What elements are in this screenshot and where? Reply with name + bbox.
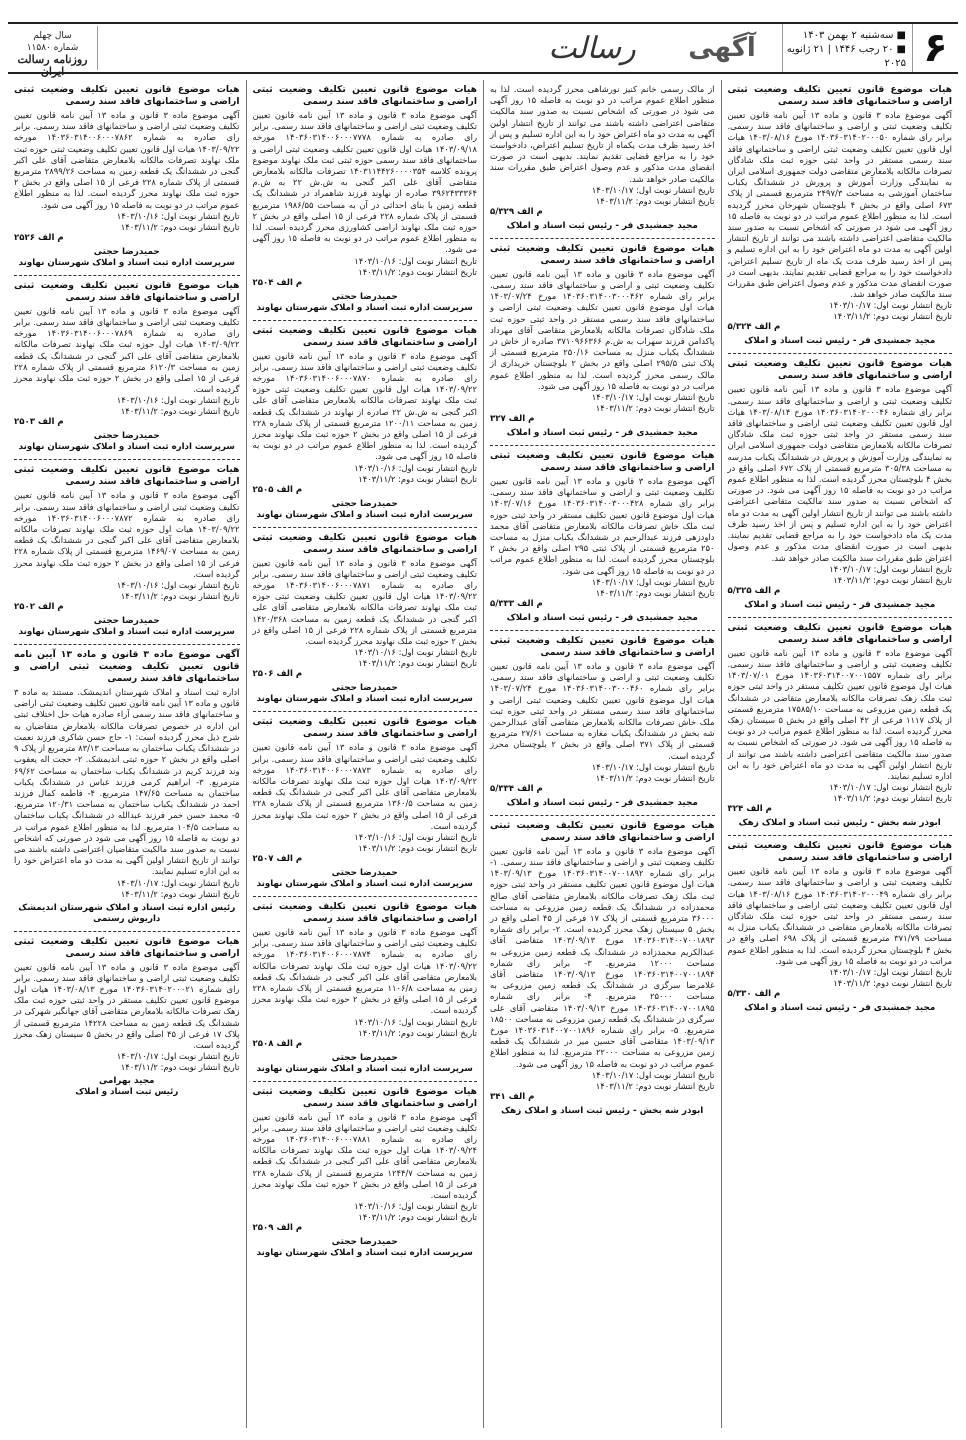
legal-notice [728,617,953,835]
bullet-icon: ■ [896,30,906,41]
notice-body: آگهی موضوع ماده ۳ قانون و ماده ۱۳ آیین نامه قانون تعیین تکلیف وضعیت ثبتی اراضی و ساختمانهای فاقد سند رسمی. برابر رای صادره به شماره ۱۴۰۳۶۰۳۱۴۰۰۶۰۰۰۷۸۷۳ مورخه ۱۴۰۳/۰۹/۲۲ هیات اول حوزه ثبت ملک نهاوند تصرفات مالکانه بلامعارض متقاضی آقای علی اکبر گنجی در ششدانگ یک قطعه زمین به مساحت ۱۳۶۰/۵ مترمربع قسمتی از پلاک شماره ۲۲۸ فرعی از ۱۵ اصلی واقع در بخش ۲ حوزه ثبت ملک نهاوند محرز گردیده است. [252,742,478,831]
legal-notice [490,815,715,1123]
first-publication-date: تاریخ انتشار نوبت اول: ۱۴۰۳/۱۰/۱۶ [354,1016,477,1027]
notice-reference: م الف ۲۵۰۲ [14,602,64,613]
first-publication-date: تاریخ انتشار نوبت اول: ۱۴۰۳/۱۰/۱۷ [829,300,952,311]
second-publication-date: تاریخ انتشار نوبت دوم: ۱۴۰۳/۱۱/۲ [120,1062,240,1073]
notice-reference: م الف ۵/۳۳۰ [727,988,781,999]
first-publication-date: تاریخ انتشار نوبت اول: ۱۴۰۳/۱۰/۱۶ [354,831,477,842]
notice-reference: م الف ۲۵۰۳ [14,417,64,428]
notice-title: هیات موضوع قانون تعیین تکلیف وضعیت ثبتی اراضی و ساختمانهای فاقد سند رسمی [252,716,477,740]
second-publication-date: تاریخ انتشار نوبت دوم: ۱۴۰۳/۱۱/۲ [358,1212,477,1223]
date-line-persian: ■سه‌شنبه ۲ بهمن ۱۴۰۳ [802,30,906,41]
first-publication-date: تاریخ انتشار نوبت اول: ۱۴۰۳/۱۰/۱۷ [591,761,715,772]
date-line-hijri-gregorian: ■۲۰ رجب ۱۴۴۶ | ۲۱ ژانویه ۲۰۲۵ [786,44,906,69]
second-publication-date: تاریخ انتشار نوبت دوم: ۱۴۰۳/۱۱/۲ [358,266,477,277]
signer-name: مجید جمشیدی فر - رئیس ثبت اسناد و املاک [506,220,698,231]
first-publication-date: تاریخ انتشار نوبت اول: ۱۴۰۳/۱۰/۱۷ [829,782,952,793]
signer-name: حمیدرضا حجتی [331,498,398,509]
notice-column [483,80,721,1428]
notice-title: هیات موضوع قانون تعیین تکلیف وضعیت ثبتی اراضی و ساختمانهای فاقد سند رسمی [727,840,952,864]
notice-reference: م الف ۳۴۱ [490,1091,535,1102]
second-publication-date: تاریخ انتشار نوبت دوم: ۱۴۰۳/۱۱/۲ [595,587,715,598]
notice-title: هیات موضوع قانون تعیین تکلیف وضعیت ثبتی اراضی و ساختمانهای فاقد سند رسمی [252,531,477,555]
signer-title: سرپرست اداره ثبت اسناد و املاک شهرستان نهاوند [18,627,235,638]
signer-name: مجید جمشیدی فر - رئیس ثبت اسناد و املاک [506,797,698,808]
signer-title: سرپرست اداره ثبت اسناد و املاک شهرستان نهاوند [18,257,235,268]
notice-title: هیات موضوع قانون تعیین تکلیف وضعیت ثبتی اراضی و ساختمانهای فاقد سند رسمی [727,84,952,107]
notice-body: آگهی موضوع ماده ۳ قانون و ماده ۱۳ آیین نامه قانون تعیین تکلیف وضعیت ثبتی و اراضی و ساختمانهای فاقد سند رسمی. برابر رای شماره ۱۴۰۳۶۰۳۱۴۰۲۰۰۰۴۶ مورخ ۱۴۰۳/۰۸/۱۴ هیات اول قانون تعیین تکلیف وضعیت ثبتی اراضی و ساختمانهای فاقد سند رسمی مستقر در واحد ثبتی حوزه ثبت ملک شادگان تصرفات مالکانه بلامعارض متقاضی دولت جمهوری اسلامی ایران به نمایندگی وزارت آموزش و پرورش در ششدانگ یکباب مدرسه به مساحت ۳۰۵/۳۸ مترمربع قسمتی از پلاک ۶۷۲ اصلی واقع در بخش ۴ بلوچستان محرز گردیده است. لذا به منظور اطلاع عموم مراتب در دو نوبت به فاصله ۱۵ روز آگهی می شود. در صورتی که اشخاص نسبت به صدور سند مالکیت متقاضی اعتراضی داشته باشند می توانند از تاریخ انتشار اولین آگهی به مدت دو ماه اعتراض خود را به این اداره تسلیم و پس از اخذ رسید ظرف مدت یک ماه دادخواست خود را به مراجع قضایی تقدیم نمایند. بدیهی است در صورت انقضای مدت مذکور و عدم وصول اعتراض طبق مقررات سند مالکیت صادر خواهد شد. [727,384,953,563]
signer-name: مجید جمشیدی فر - رئیس ثبت اسناد و املاک [744,336,936,347]
notice-body: آگهی موضوع ماده ۳ قانون و ماده ۱۳ آیین نامه قانون تعیین تکلیف وضعیت ثبتی و اراضی و ساختمانهای فاقد سند رسمی. برابر رای شماره ۱۴۰۳۶۰۳۱۴۰۰۳۰۰۰۴۶۰ مورخ ۱۴۰۳/۰۷/۲۴ هیات اول موضوع قانون تعیین تکلیف وضعیت ثبتی اراضی و ساختمانهای فاقد سند رسمی مستقر در واحد ثبتی حوزه ثبت ملک خاش تصرفات مالکانه بلامعارض متقاضی آقای عبدالرحمن شه بخش در ششدانگ یکباب مغازه به مساحت ۲۷/۶۱ مترمربع قسمتی از پلاک ۳۷۱ اصلی واقع در بخش ۲ بلوچستان محرز گردیده است. [490,660,715,761]
notice-body: آگهی موضوع ماده ۳ قانون و ماده ۱۳ آیین نامه قانون تعیین تکلیف وضعیت ثبتی اراضی و ساختمانهای فاقد سند رسمی. برابر رای صادره به شماره ۱۴۰۳۶۰۳۱۴۰۰۶۰۰۰۷۸۸۱ مورخه ۱۴۰۳/۰۹/۲۴ هیات اول حوزه ثبت ملک نهاوند تصرفات مالکانه بلامعارض متقاضی آقای علی اکبر گنجی در ششدانگ یک قطعه زمین به مساحت ۱۲۴۴/۷ مترمربع قسمتی از پلاک شماره ۲۲۸ فرعی از ۱۵ اصلی واقع در بخش ۲ حوزه ثبت ملک نهاوند محرز گردیده است. [252,1111,478,1200]
notice-title: هیات موضوع قانون تعیین تکلیف وضعیت ثبتی اراضی و ساختمانهای فاقد سند رسمی [490,634,715,658]
notice-body: آگهی موضوع ماده ۳ قانون و ماده ۱۳ آیین نامه قانون تعیین تکلیف وضعیت ثبتی اراضی و ساختمانهای فاقد سند رسمی. برابر رای صادره به شماره ۱۴۰۳۶۰۳۱۴۰۰۶۰۰۰۷۸۷۲ مورخه ۱۴۰۳/۰۹/۲۲ هیات اول حوزه ثبت ملک نهاوند تصرفات مالکانه بلامعارض متقاضی آقای علی اکبر گنجی در ششدانگ یک قطعه زمین به مساحت ۱۴۶۹/۰۷ مترمربع قسمتی از پلاک شماره ۲۲۸ فرعی از ۱۵ اصلی واقع در بخش ۲ حوزه ثبت ملک نهاوند محرز گردیده است. [14,490,240,579]
notice-body: آگهی موضوع ماده ۳ قانون و ماده ۱۳ آیین نامه قانون تعیین تکلیف وضعیت ثبتی و اراضی و ساختمانهای فاقد سند رسمی. برابر رای شماره ۱۴۰۳۶۰۳۱۴۰۰۳۰۰۰۴۶۲ مورخ ۱۴۰۳/۰۷/۲۴ هیات اول موضوع قانون تعیین تکلیف وضعیت ثبتی اراضی و ساختمانهای فاقد سند رسمی مستقر در واحد ثبتی حوزه ثبت ملک شادگان تصرفات مالکانه بلامعارض متقاضی آقای مهرداد پاکدامن فرزند سهراب به ش.م ۳۷۱۰۹۶۶۳۶۶ صادره از خاش در ششدانگ یکباب منزل به مساحت ۲۵۰/۱۶ مترمربع قسمتی از پلاک ثبتی ۲۹۵/۵ اصلی واقع در بخش ۲ بلوچستان خریداری از مالک رسمی محرز گردیده است. لذا به منظور اطلاع عموم مراتب در دو نوبت به فاصله ۱۵ روز آگهی می شود. [490,268,715,391]
legal-notice [14,931,240,1105]
signer-title: سرپرست اداره ثبت اسناد و املاک شهرستان نهاوند [18,442,235,453]
date-block [782,24,912,72]
second-publication-date: تاریخ انتشار نوبت دوم: ۱۴۰۳/۱۱/۲ [595,1080,715,1091]
legal-notice [490,630,715,815]
signer-name: مجید جمشیدی فر - رئیس ثبت اسناد و املاک [506,428,698,439]
first-publication-date: تاریخ انتشار نوبت اول: ۱۴۰۳/۱۰/۱۷ [829,966,952,977]
signer-name: مجید جمشیدی فر - رئیس ثبت اسناد و املاک [744,599,936,610]
first-publication-date: تاریخ انتشار نوبت اول: ۱۴۰۳/۱۰/۱۶ [354,462,477,473]
notice-reference: م الف ۲۵۰۶ [252,669,303,680]
notice-reference: م الف ۲۵۰۵ [252,484,303,495]
legal-notice [14,275,240,460]
second-publication-date: تاریخ انتشار نوبت دوم: ۱۴۰۳/۱۱/۲ [595,195,715,206]
notice-title: هیات موضوع قانون تعیین تکلیف وضعیت ثبتی اراضی و ساختمانهای فاقد سند رسمی [14,84,240,107]
legal-notice [253,711,478,896]
notice-reference: م الف ۵/۳۲۵ [727,585,781,596]
first-publication-date: تاریخ انتشار نوبت اول: ۱۴۰۳/۱۰/۱۷ [116,877,240,888]
legal-notice [253,1081,478,1266]
notice-title: هیات موضوع قانون تعیین تکلیف وضعیت ثبتی اراضی و ساختمانهای فاقد سند رسمی [727,621,952,645]
notice-title: هیات موضوع قانون تعیین تکلیف وضعیت ثبتی اراضی و ساختمانهای فاقد سند رسمی [14,279,240,303]
first-publication-date: تاریخ انتشار نوبت اول: ۱۴۰۳/۱۰/۱۷ [591,1069,715,1080]
second-publication-date: تاریخ انتشار نوبت دوم: ۱۴۰۳/۱۱/۲ [120,888,240,899]
second-publication-date: تاریخ انتشار نوبت دوم: ۱۴۰۳/۱۱/۲ [595,403,715,414]
signer-name: حمیدرضا حجتی [331,291,398,302]
first-publication-date: تاریخ انتشار نوبت اول: ۱۴۰۳/۱۰/۱۶ [354,647,477,658]
notice-body: از مالک رسمی خانم کنیز نورشاهی محرز گردیده است. لذا به منظور اطلاع عموم مراتب در دو نوبت به فاصله ۱۵ روز آگهی می شود در صورتی که اشخاص نسبت به صدور سند مالکیت متقاضی اعتراضی داشته باشند می توانند از تاریخ انتشار اولین آگهی به مدت دو ماه اعتراض خود را به این اداره تسلیم و پس از اخذ رسید ظرف مدت یکماه از تاریخ تسلیم اعتراض، دادخواست خود را به مراجع قضایی تقدیم نمایند. بدیهی است در صورت انقضای مدت مذکور و عدم وصول اعتراض طبق مقررات سند مالکیت صادر خواهد شد. [490,84,715,184]
legal-notice [253,527,478,712]
legal-notice [253,320,478,527]
notice-column [8,80,246,1428]
notice-title: هیات موضوع قانون تعیین تکلیف وضعیت ثبتی اراضی و ساختمانهای فاقد سند رسمی [727,358,952,382]
legal-notice [14,644,240,930]
first-publication-date: تاریخ انتشار نوبت اول: ۱۴۰۳/۱۰/۱۷ [591,392,715,403]
legal-notice [490,238,715,445]
legal-notice [253,80,478,320]
signer-title: سرپرست اداره ثبت اسناد و املاک شهرستان نهاوند [256,694,473,705]
signer-title: رئیس ثبت اسناد و املاک [75,1087,179,1098]
notice-body: آگهی موضوع ماده ۳ قانون و ماده ۱۳ آیین نامه قانون تعیین تکلیف وضعیت ثبتی و اراضی و ساختمانهای فاقد سند رسمی. برابر رای شماره ۱۴۰۳۶۰۳۱۴۰۲۰۰۰۵۰ مورخ ۱۴۰۳/۰۸/۱۶ هیات اول قانون تعیین تکلیف وضعیت ثبتی اراضی و ساختمانهای فاقد سند رسمی مستقر در واحد ثبتی حوزه ثبت ملک شادگان تصرفات مالکانه بلامعارض متقاضی دولت جمهوری اسلامی ایران به نمایندگی وزارت آموزش و پرورش در ششدانگ یکباب ساختمان آموزشی به مساحت ۲۴۹۷/۳ مترمربع قسمتی از پلاک ۶۷۳ اصلی واقع در بخش ۴ بلوچستان شهرخان محرز گردیده است. لذا به منظور اطلاع عموم مراتب در دو نوبت به فاصله ۱۵ روز آگهی می شود در صورتی که اشخاص نسبت به صدور سند مالکیت متقاضی اعتراضی داشته باشند می توانند از تاریخ انتشار اولین آگهی به مدت دو ماه اعتراض خود را به این اداره تسلیم و پس از اخذ رسید ظرف مدت یک ماه از تاریخ تسلیم اعتراض، دادخواست خود را به مراجع قضایی تقدیم نمایند. بدیهی است در صورت انقضای مدت مذکور و عدم وصول اعتراض طبق مقررات سند مالکیت صادر خواهد شد. [727,110,953,300]
legal-notice [253,896,478,1081]
notice-body: آگهی موضوع ماده ۳ قانون و ماده ۱۳ آیین نامه قانون تعیین تکلیف وضعیت ثبتی و اراضی و ساختمانهای فاقد سند رسمی. برابر رای شماره ۱۴۰۳۶۰۳۱۴۰۰۷۰۰۱۵۵۷ مورخ ۱۴۰۳/۰۷/۰۱ هیات اول موضوع قانون تعیین تکلیف مستقر در واحد ثبتی حوزه ثبت ملک زهک تصرفات مالکانه بلامعارض متقاضی در ششدانگ یک قطعه زمین مزروعی به مساحت ۱۷۵۸۵/۱۰ مترمربع قسمتی از پلاک ۱۱۱۷ فرعی از ۴۲ اصلی واقع در بخش ۵ سیستان زهک محرز گردیده است. لذا به منظور اطلاع عموم مراتب در دو نوبت به فاصله ۱۵ روز آگهی می شود. در صورتی که اشخاص نسبت به صدور سند مالکیت متقاضی اعتراضی داشته باشند می توانند از تاریخ انتشار اولین آگهی به مدت دو ماه اعتراض خود را به این اداره تسلیم نمایند. [727,647,953,781]
section-title: آگهی [688,33,756,63]
signer-name: ابوذر شه بخش - رئیس ثبت اسناد و املاک زهک [738,818,941,829]
notice-title: آگهی موضوع ماده ۳ قانون و ماده ۱۳ آیین نامه قانون تعیین تکلیف وضعیت ثبتی اراضی و ساختمانهای فاقد سند رسمی [14,649,240,685]
notice-body: آگهی موضوع ماده ۳ قانون و ماده ۱۳ آیین نامه قانون تعیین تکلیف وضعیت ثبتی اراضی و ساختمانهای فاقد سند رسمی. برابر رای صادره به شماره ۱۴۰۳۶۰۳۱۴۰۰۶۰۰۰۷۸۷۱ مورخه ۱۴۰۳/۰۹/۲۲ هیات اول قانون تعیین تکلیف وضعیت ثبتی حوزه ثبت ملک نهاوند تصرفات مالکانه بلامعارض متقاضی آقای علی اکبر گنجی در ششدانگ یک قطعه زمین به مساحت ۱۴۲۰/۳۶۸ مترمربع قسمتی از پلاک شماره ۲۲۸ فرعی از ۱۵ اصلی واقع در بخش ۲ حوزه ثبت ملک نهاوند محرز گردیده است. [252,557,478,647]
notice-body: آگهی موضوع ماده ۳ قانون و ماده ۱۳ آیین نامه قانون تعیین تکلیف وضعیت ثبتی اراضی و ساختمانهای فاقد سند رسمی. برابر رای صادره به شماره ۱۴۰۳۶۰۳۱۴۰۰۶۰۰۰۷۸۶۹ مورخه ۱۴۰۳/۰۹/۲۲ هیات اول حوزه ثبت ملک نهاوند تصرفات مالکانه بلامعارض متقاضی آقای علی اکبر گنجی در ششدانگ یک قطعه زمین به مساحت ۶۱۲۰/۳ مترمربع قسمتی از پلاک شماره ۲۲۸ فرعی از ۱۵ اصلی واقع در بخش ۲ حوزه ثبت ملک نهاوند محرز گردیده است. [14,305,240,395]
second-publication-date: تاریخ انتشار نوبت دوم: ۱۴۰۳/۱۱/۲ [120,406,240,417]
first-publication-date: تاریخ انتشار نوبت اول: ۱۴۰۳/۱۰/۱۶ [116,395,240,406]
notice-body: آگهی موضوع ماده ۳ قانون و ماده ۱۳ آیین نامه قانون تعیین تکلیف وضعیت ثبتی اراضی و ساختمانهای فاقد سند رسمی. برابر رای صادره به شماره ۱۴۰۳۶۰۳۱۴۰۰۶۰۰۰۷۸۶۲ مورخه ۱۴۰۳/۰۹/۲۲ هیات اول قانون تعیین تکلیف وضعیت ثبتی حوزه ثبت ملک نهاوند تصرفات مالکانه بلامعارض متقاضی آقای علی اکبر گنجی در ششدانگ یک قطعه زمین به مساحت ۲۸۹۹/۲۶ مترمربع قسمتی از پلاک شماره ۲۲۸ فرعی از ۱۵ اصلی واقع در بخش ۲ حوزه ثبت ملک نهاوند محرز گردیده است. لذا به منظور اطلاع عموم مراتب در دو نوبت به فاصله ۱۵ روز آگهی می شود. [14,110,240,210]
edition-year: سال چهلم [33,31,72,41]
second-publication-date: تاریخ انتشار نوبت دوم: ۱۴۰۳/۱۱/۲ [833,311,952,322]
notice-title: هیات موضوع قانون تعیین تکلیف وضعیت ثبتی اراضی و ساختمانهای فاقد سند رسمی [252,324,477,348]
signer-title: سرپرست اداره ثبت اسناد و املاک شهرستان نهاوند [256,1063,473,1074]
notice-reference: م الف ۵/۳۳۳ [490,598,543,609]
notice-title: هیات موضوع قانون تعیین تکلیف وضعیت ثبتی اراضی و ساختمانهای فاقد سند رسمی [252,84,477,107]
notice-title: هیات موضوع قانون تعیین تکلیف وضعیت ثبتی اراضی و ساختمانهای فاقد سند رسمی [14,464,240,488]
signer-name: حمیدرضا حجتی [93,616,160,627]
first-publication-date: تاریخ انتشار نوبت اول: ۱۴۰۳/۱۰/۱۶ [116,210,240,221]
notice-reference: م الف ۲۵۰۸ [252,1038,303,1049]
notice-body: آگهی موضوع ماده ۳ قانون و ماده ۱۳ آیین نامه قانون تعیین تکلیف وضعیت ثبتی و اراضی و ساختمانهای فاقد سند رسمی. برابر رای شماره ۱۴۰۳۶۰۳۱۴۰۲۰۰۰۴۹ مورخ ۱۴۰۳/۰۸/۱۶ هیات اول قانون تعیین تکلیف وضعیت ثبتی اراضی و ساختمانهای فاقد سند رسمی مستقر در واحد ثبتی حوزه ثبت ملک شادگان تصرفات مالکانه بلامعارض متقاضی در ششدانگ یکباب منزل به مساحت ۳۷۱/۷۹ مترمربع قسمتی از پلاک ۶۹۸ اصلی واقع در بخش ۴ بلوچستان محرز گردیده است. لذا به منظور اطلاع عموم مراتب در دو نوبت به فاصله ۱۵ روز آگهی می شود. [727,866,953,966]
first-publication-date: تاریخ انتشار نوبت اول: ۱۴۰۳/۱۰/۱۷ [829,563,952,574]
signer-title: سرپرست اداره ثبت اسناد و املاک شهرستان نهاوند [256,1248,473,1259]
signer-name: مجید جمشیدی فر - رئیس ثبت اسناد و املاک [506,612,698,623]
signer-name: مجید بهرامی [99,1076,155,1087]
notice-body: اداره ثبت اسناد و املاک شهرستان اندیمشک. مستند به ماده ۳ قانون و ماده ۱۳ آیین نامه قانون تعیین تکلیف وضعیت ثبتی اراضی و ساختمانهای فاقد سند رسمی آراء صادره هیات حل اختلاف ثبتی این اداره در خصوص تصرفات مالکانه بلامعارض متقاضیان به شرح ذیل محرز گردیده است: ۱- حاج حسن شاکری فرزند نعمت در ششدانگ یکباب ساختمان به مساحت ۸۳/۱۳ مترمربع از پلاک ۹ اصلی واقع در بخش ۲ حوزه ثبتی اندیمشک. ۲- حجت اله یعقوب وند فرزند کریم در ششدانگ یکباب ساختمان به مساحت ۶۹/۶۲ مترمربع. ۳- ابراهیم کرمی فرزند عباس در ششدانگ یکباب ساختمان به مساحت ۱۴۷/۶۵ مترمربع. ۴- فاطمه کمال فرزند احمد در ششدانگ یکباب ساختمان به مساحت ۱۲۰/۳۱ مترمربع. ۵- محمد حسن خمر فرزند عبدالله در ششدانگ یکباب ساختمان به مساحت ۱۰۴/۵ مترمربع. لذا به منظور اطلاع عموم مراتب در دو نوبت به فاصله ۱۵ روز آگهی می شود در صورتی که اشخاص نسبت به صدور سند مالکیت متقاضیان اعتراضی داشته باشند می توانند از تاریخ انتشار اولین آگهی به مدت دو ماه اعتراض خود را به این اداره تسلیم نمایند. [14,687,240,877]
notice-reference: م الف ۵/۳۳۴ [490,783,543,794]
notice-body: آگهی موضوع ماده ۳ قانون و ماده ۱۳ آیین نامه قانون تعیین تکلیف وضعیت ثبتی و اراضی و ساختمانهای فاقد سند رسمی. ۱- برابر رای شماره ۱۴۰۳۶۰۳۱۴۰۰۷۰۰۱۸۹۲ مورخ ۱۴۰۳/۰۹/۱۳ هیات اول موضوع قانون تعیین تکلیف مستقر در واحد ثبتی حوزه ثبت ملک زهک تصرفات مالکانه بلامعارض متقاضی آقای صالح محمدزاده در ششدانگ یک قطعه زمین مزروعی به مساحت ۳۶۰۰۰ مترمربع قسمتی از پلاک ۱۷ فرعی از ۴۵ اصلی واقع در بخش ۵ سیستان زهک محرز گردیده است. ۲- برابر رای شماره ۱۴۰۳۶۰۳۱۴۰۰۷۰۰۱۸۹۳ مورخ ۱۴۰۳/۰۹/۱۳ متقاضی آقای عبدالکریم محمدزاده در ششدانگ یک قطعه زمین مزروعی به مساحت ۱۲۰۰۰ مترمربع. ۳- برابر رای شماره ۱۴۰۳۶۰۳۱۴۰۰۷۰۰۱۸۹۴ مورخ ۱۴۰۳/۰۹/۱۳ متقاضی آقای غلامرضا سرگزی در ششدانگ یک قطعه زمین مزروعی به مساحت ۲۵۰۰۰ مترمربع. ۴- برابر رای شماره ۱۴۰۳۶۰۳۱۴۰۰۷۰۰۱۸۹۵ مورخ ۱۴۰۳/۰۹/۱۳ متقاضی آقای علی سرگزی در ششدانگ یک قطعه زمین مزروعی به مساحت ۱۸۵۰۰ مترمربع. ۵- برابر رای شماره ۱۴۰۳۶۰۳۱۴۰۰۷۰۰۱۸۹۶ مورخ ۱۴۰۳/۰۹/۱۳ متقاضی آقای حسین میر در ششدانگ یک قطعه زمین مزروعی به مساحت ۲۲۰۰۰ مترمربع. لذا به منظور اطلاع عموم مراتب در دو نوبت به فاصله ۱۵ روز آگهی می شود. [490,845,715,1069]
bullet-icon: ■ [896,44,906,55]
legal-notice [728,835,953,1020]
signer-name: حمیدرضا حجتی [331,867,398,878]
second-publication-date: تاریخ انتشار نوبت دوم: ۱۴۰۳/۱۱/۲ [120,221,240,232]
first-publication-date: تاریخ انتشار نوبت اول: ۱۴۰۳/۱۰/۱۷ [591,576,715,587]
notice-title: هیات موضوع قانون تعیین تکلیف وضعیت ثبتی اراضی و ساختمانهای فاقد سند رسمی [252,900,477,924]
signer-name: مجید جمشیدی فر - رئیس ثبت اسناد و املاک [744,1002,936,1013]
second-publication-date: تاریخ انتشار نوبت دوم: ۱۴۰۳/۱۱/۲ [833,977,952,988]
legal-notice [490,445,715,630]
notice-reference: م الف ۳۲۴ [727,804,772,815]
notice-title: هیات موضوع قانون تعیین تکلیف وضعیت ثبتی اراضی و ساختمانهای فاقد سند رسمی [14,935,240,959]
notice-body: آگهی موضوع ماده ۳ قانون و ماده ۱۳ آیین نامه قانون تعیین تکلیف وضعیت ثبتی و اراضی و ساختمانهای فاقد سند رسمی. برابر رای شماره ۱۴۰۳۶۰۳۱۴۰۰۳۰۰۰۴۲۸ مورخ ۱۴۰۳/۰۷/۱۶ هیات اول موضوع قانون تعیین تکلیف مستقر در واحد ثبتی حوزه ثبت ملک خاش تصرفات مالکانه بلامعارض متقاضی آقای محمد داودزهی فرزند عبدالرحیم در ششدانگ یکباب منزل به مساحت ۲۵۰ مترمربع قسمتی از پلاک ثبتی ۲۹۵ اصلی واقع در بخش ۲ بلوچستان محرز گردیده است. لذا به منظور اطلاع عموم مراتب در دو نوبت به فاصله ۱۵ روز آگهی می شود. [490,476,715,576]
notice-body: آگهی موضوع ماده ۳ قانون و ماده ۱۳ آیین نامه قانون تعیین تکلیف وضعیت ثبتی اراضی و ساختمانهای فاقد سند رسمی. برابر رای شماره ۱۴۰۳۶۰۳۱۴۰۲۰۰۰۲۱ مورخ ۱۴۰۳/۰۸/۱۳ هیات اول موضوع قانون تعیین تکلیف مستقر در واحد ثبتی حوزه ثبت ملک زهک تصرفات مالکانه بلامعارض متقاضی آقای جهانگیر شهرکی در ششدانگ یک قطعه زمین به مساحت ۱۴۲۲۸ مترمربع قسمتی از پلاک ۱۷ فرعی از ۴۵ اصلی واقع در بخش ۵ سیستان زهک محرز گردیده است. [14,961,240,1050]
notice-column [246,80,484,1428]
notice-title: هیات موضوع قانون تعیین تکلیف وضعیت ثبتی اراضی و ساختمانهای فاقد سند رسمی [490,819,715,843]
notice-reference: م الف ۵/۳۲۹ [490,206,543,217]
notice-reference: م الف ۲۵۰۴ [252,277,303,288]
notice-title: هیات موضوع قانون تعیین تکلیف وضعیت ثبتی اراضی و ساختمانهای فاقد سند رسمی [490,450,715,474]
signer-name: ابوذر شه بخش - رئیس ثبت اسناد و املاک زهک [501,1105,704,1116]
signer-name: حمیدرضا حجتی [93,246,160,257]
signer-title: سرپرست اداره ثبت اسناد و املاک شهرستان نهاوند [256,878,473,889]
signer-title: سرپرست اداره ثبت اسناد و املاک شهرستان نهاوند [256,509,473,520]
second-publication-date: تاریخ انتشار نوبت دوم: ۱۴۰۳/۱۱/۲ [358,473,477,484]
first-publication-date: تاریخ انتشار نوبت اول: ۱۴۰۳/۱۰/۱۷ [591,184,715,195]
first-publication-date: تاریخ انتشار نوبت اول: ۱۴۰۳/۱۰/۱۶ [354,255,477,266]
second-publication-date: تاریخ انتشار نوبت دوم: ۱۴۰۳/۱۱/۲ [833,793,952,804]
legal-notice [728,80,953,353]
notice-body: آگهی موضوع ماده ۳ قانون و ماده ۱۳ آیین نامه قانون تعیین تکلیف وضعیت ثبتی اراضی و ساختمانهای فاقد سند رسمی. برابر رای صادره به شماره ۱۴۰۳۶۰۳۱۴۰۰۶۰۰۰۷۷۷۸ مورخه ۱۴۰۳/۰۹/۱۸ هیات اول قانون تعیین تکلیف وضعیت ثبتی اراضی و ساختمانهای فاقد سند رسمی حوزه ثبتی ثبت ملک نهاوند موضوع پرونده کلاسه ۱۴۰۳۱۱۴۴۲۶۰۰۰۰۳۵۴ تصرفات مالکانه بلامعارض متقاضی آقای علی اکبر گنجی به ش.ش ۲۲ به ش.م ۳۹۶۲۴۳۳۳۶۴ صادره از نهاوند فرزند شاهمراد در ششدانگ یک قطعه زمین با بنای احداثی در آن به مساحت ۱۹۸۶/۵۵ مترمربع قسمتی از پلاک شماره ۲۲۸ فرعی از ۱۵ اصلی واقع در بخش ۲ حوزه ثبت ملک نهاوند اراضی کشاورزی محرز گردیده است. لذا به منظور اطلاع عموم مراتب در دو نوبت به فاصله ۱۵ روز آگهی می شود. [252,110,478,255]
notice-reference: م الف ۳۲۷ [490,414,535,425]
first-publication-date: تاریخ انتشار نوبت اول: ۱۴۰۳/۱۰/۱۶ [116,580,240,591]
notice-title: هیات موضوع قانون تعیین تکلیف وضعیت ثبتی اراضی و ساختمانهای فاقد سند رسمی [490,242,715,266]
signer-name: حمیدرضا حجتی [331,683,398,694]
signer-title: داریوش رستمی [93,913,161,924]
second-publication-date: تاریخ انتشار نوبت دوم: ۱۴۰۳/۱۱/۲ [595,772,715,783]
notices-area [8,80,958,1428]
notice-reference: م الف ۲۵۰۹ [252,1223,303,1234]
notice-body: آگهی موضوع ماده ۳ قانون و ماده ۱۳ آیین نامه قانون تعیین تکلیف وضعیت ثبتی اراضی و ساختمانهای فاقد سند رسمی. برابر رای صادره به شماره ۱۴۰۳۶۰۳۱۴۰۰۶۰۰۰۷۸۷۴ مورخه ۱۴۰۳/۰۹/۲۲ هیات اول حوزه ثبت ملک نهاوند تصرفات مالکانه بلامعارض متقاضی آقای علی اکبر گنجی در ششدانگ یک قطعه زمین به مساحت ۱۱۰۶/۸ مترمربع قسمتی از پلاک شماره ۲۲۸ فرعی از ۱۵ اصلی واقع در بخش ۲ حوزه ثبت ملک نهاوند محرز گردیده است. [252,926,478,1016]
notice-title: هیات موضوع قانون تعیین تکلیف وضعیت ثبتی اراضی و ساختمانهای فاقد سند رسمی [252,1085,477,1109]
page-number: ۶ [912,24,958,72]
first-publication-date: تاریخ انتشار نوبت اول: ۱۴۰۳/۱۰/۱۶ [354,1201,477,1212]
signer-name: حمیدرضا حجتی [93,431,160,442]
signer-name: حمیدرضا حجتی [331,1237,398,1248]
masthead [8,22,958,78]
legal-notice [14,80,240,275]
newspaper-logo: رسالت [548,30,636,66]
legal-notice [490,80,715,238]
signer-title: سرپرست اداره ثبت اسناد و املاک شهرستان نهاوند [256,302,473,313]
edition-number: شماره ۱۱۵۸۰ [26,43,79,53]
edition-info [8,26,98,78]
legal-notice [728,353,953,616]
signer-name: رئیس اداره ثبت اسناد و املاک شهرستان اندیمشک [18,902,236,913]
second-publication-date: تاریخ انتشار نوبت دوم: ۱۴۰۳/۱۱/۲ [358,1027,477,1038]
notice-reference: م الف ۲۵۲۶ [14,232,64,243]
legal-notice [14,459,240,644]
second-publication-date: تاریخ انتشار نوبت دوم: ۱۴۰۳/۱۱/۲ [833,574,952,585]
brand-mark: روزنامه رسالت ایران [17,53,88,78]
notice-body: آگهی موضوع ماده ۳ قانون و ماده ۱۳ آیین نامه قانون تعیین تکلیف وضعیت ثبتی اراضی و ساختمانهای فاقد سند رسمی. برابر رای صادره به شماره ۱۴۰۳۶۰۳۱۴۰۰۶۰۰۰۷۸۷۰ مورخه ۱۴۰۳/۰۹/۲۲ هیات اول قانون تعیین تکلیف وضعیت ثبتی حوزه ثبت ملک نهاوند تصرفات مالکانه بلامعارض متقاضی آقای علی اکبر گنجی به ش.ش ۲۲ صادره از نهاوند در ششدانگ یک قطعه زمین به مساحت ۱۲۰۰/۱۱ مترمربع قسمتی از پلاک شماره ۲۲۸ فرعی از ۱۵ اصلی واقع در بخش ۲ حوزه ثبت ملک نهاوند محرز گردیده است. لذا به منظور اطلاع عموم مراتب در دو نوبت به فاصله ۱۵ روز آگهی می شود. [252,350,478,462]
notice-reference: م الف ۵/۳۲۴ [727,322,781,333]
first-publication-date: تاریخ انتشار نوبت اول: ۱۴۰۳/۱۰/۱۷ [116,1051,240,1062]
second-publication-date: تاریخ انتشار نوبت دوم: ۱۴۰۳/۱۱/۲ [358,658,477,669]
notice-reference: م الف ۲۵۰۷ [252,853,303,864]
second-publication-date: تاریخ انتشار نوبت دوم: ۱۴۰۳/۱۱/۲ [358,842,477,853]
notice-column [721,80,959,1428]
signer-name: حمیدرضا حجتی [331,1052,398,1063]
second-publication-date: تاریخ انتشار نوبت دوم: ۱۴۰۳/۱۱/۲ [120,591,240,602]
